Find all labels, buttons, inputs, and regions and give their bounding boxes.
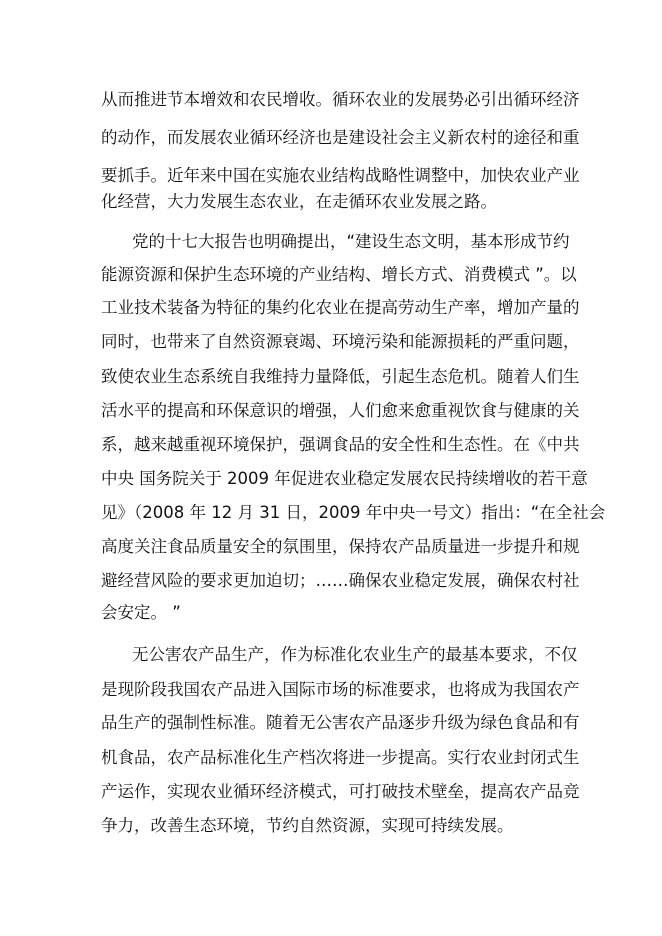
paragraph-2-line-9: 见》（2008 年 12 月 31 日，2009 年中央一号文）指出：“在全社会 (101, 503, 606, 522)
paragraph-2-line-12: 会安定。 ” (101, 603, 181, 622)
paragraph-2-line-4: 同时，也带来了自然资源衰竭、环境污染和能源损耗的严重问题， (101, 332, 580, 351)
paragraph-1-line-4: 化经营，大力发展生态农业，在走循环农业发展之路。 (101, 192, 497, 211)
paragraph-2-line-7: 系，越来越重视环境保护，强调食品的安全性和生态性。在《中共 (101, 435, 580, 454)
paragraph-2-line-10: 高度关注食品质量安全的氛围里，保持农产品质量进一步提升和规 (101, 537, 580, 556)
paragraph-2-line-8: 中央 国务院关于 2009 年促进农业稳定发展农民持续增收的若干意 (101, 469, 588, 488)
paragraph-1-line-3: 要抓手。近年来中国在实施农业结构战略性调整中，加快农业产业 (101, 166, 580, 185)
paragraph-2-line-3: 工业技术装备为特征的集约化农业在提高劳动生产率，增加产量的 (101, 298, 580, 317)
paragraph-3-line-1: 无公害农产品生产，作为标准化农业生产的最基本要求，不仅 (132, 645, 578, 664)
paragraph-2-line-2: 能源资源和保护生态环境的产业结构、增长方式、消费模式 ”。以 (101, 265, 577, 284)
paragraph-2-line-6: 活水平的提高和环保意识的增强，人们愈来愈重视饮食与健康的关 (101, 401, 580, 420)
paragraph-2-line-5: 致使农业生态系统自我维持力量降低，引起生态危机。随着人们生 (101, 367, 580, 386)
paragraph-3-line-4: 机食品，农产品标准化生产档次将进一步提高。实行农业封闭式生 (101, 748, 580, 767)
paragraph-3-line-6: 争力，改善生态环境，节约自然资源，实现可持续发展。 (101, 816, 514, 835)
paragraph-3-line-5: 产运作，实现农业循环经济模式，可打破技术壁垒，提高农产品竞 (101, 782, 580, 801)
paragraph-1-line-2: 的动作，而发展农业循环经济也是建设社会主义新农村的途径和重 (101, 128, 580, 147)
paragraph-3-line-2: 是现阶段我国农产品进入国际市场的标准要求，也将成为我国农产 (101, 680, 580, 699)
paragraph-1-line-1: 从而推进节本增效和农民增收。循环农业的发展势必引出循环经济 (101, 90, 580, 109)
paragraph-2-line-11: 避经营风险的要求更加迫切；……确保农业稳定发展，确保农村社 (101, 571, 580, 590)
paragraph-2-line-1: 党的十七大报告也明确提出，“建设生态文明，基本形成节约 (132, 232, 570, 251)
paragraph-3-line-3: 品生产的强制性标准。随着无公害农产品逐步升级为绿色食品和有 (101, 713, 580, 732)
